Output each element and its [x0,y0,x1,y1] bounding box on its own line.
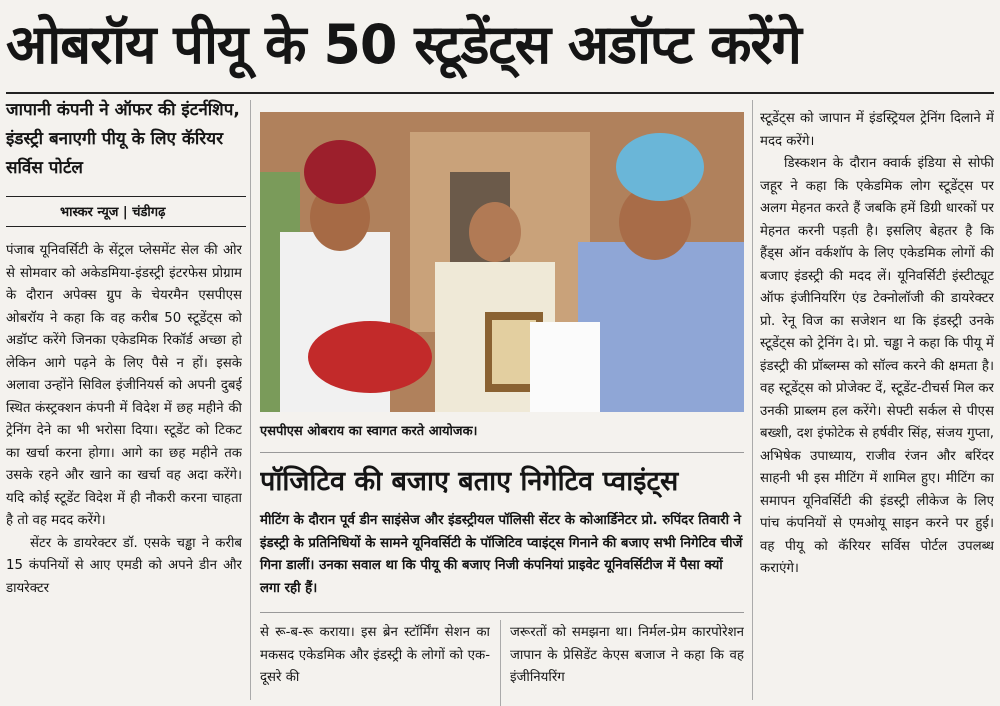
column-1-paragraph-2: सेंटर के डायरेक्टर डॉ. एसके चड्ढा ने करीब 15 कंपनियों से आए एमडी को अपने डीन और डायरेक्टर [6,535,242,596]
kicker-body: मीटिंग के दौरान पूर्व डीन साइंसेज और इंडस्ट्रीयल पॉलिसी सेंटर के कोआर्डिनेटर प्रो. रुपिंदर तिवारी ने इंडस्ट्री के प्रतिनिधियों के सामने यूनिवर्सिटी के पॉजिटिव प्वाइंट्स गिनाने की बजाए सभी निगेटिव चीजें गिना डालीं। उनका सवाल था कि पीयू की बजाए निजी कंपनियां प्राइवेट यूनिवर्सिटीज में पैसा क्यों लगा रही हैं। [260,513,743,596]
column-2 [260,622,490,706]
kicker-rule [260,612,744,613]
byline-rule [6,226,246,227]
kicker-heading: पॉजिटिव की बजाए बताए निगेटिव प्वाइंट्स [260,466,679,497]
column-4-paragraph-2: डिस्कशन के दौरान क्वार्क इंडिया से सोफी जहूर ने कहा कि एकेडमिक लोग स्टूडेंट्स पर अलग मेहनत करते हैं जबकि हमें डिग्री धारकों पर मेहनत करनी पड़ती है। इसलिए बेहतर है कि हैंड्स ऑन वर्कशॉप के लिए एकेडमिक लोगों की बजाए इंडस्ट्री की मदद लें। यूनिवर्सिटी इंस्टीट्यूट ऑफ इंजीनियरिंग एंड टेक्नोलॉजी की डायरेक्टर प्रो. रेनू विज का सजेशन था कि इंडस्ट्री उनके स्टूडेंट्स को ट्रेनिंग दे। प्रो. चड्ढा ने कहा कि पीयू में इंडस्ट्री की प्रॉब्लम्स को सॉल्व करने की क्षमता है। वह स्टूडेंट्स को प्रोजेक्ट दें, स्टूडेंट-टीचर्स मिल कर उनकी प्राब्लम हल करेंगे। सेफ्टी सर्कल से पीएस बख्शी, दश इंफोटेक से हर्षवीर सिंह, संजय गुप्ता, अभिषेक उपाध्याय, राजीव रंजन और बरिंदर साहनी भी इस मीटिंग में शामिल हुए। मीटिंग का समापन यूनिवर्सिटी की इंडस्ट्री लीकेज के लिए पांच कंपनियों से एमओयू साइन करने पर हुई। वह पीयू को कॅरियर सर्विस पोर्टल उपलब्ध कराएंगे। [760,156,994,576]
column-divider-1 [250,100,251,700]
photo-illustration [260,112,744,412]
column-2-text: से रू-ब-रू कराया। इस ब्रेन स्टॉर्मिंग सेशन का मकसद एकेडमिक और इंडस्ट्री के लोगों को एक-दूसरे की [260,625,490,685]
headline-rule [6,92,994,94]
column-3 [510,622,744,706]
subheadline: जापानी कंपनी ने ऑफर की इंटर्नशिप, इंडस्ट्री बनाएगी पीयू के लिए कॅरियर सर्विस पोर्टल [6,100,240,178]
photo-caption: एसपीएस ओबराय का स्वागत करते आयोजक। [260,424,478,439]
column-1 [6,240,242,706]
subhead-rule [6,196,246,197]
column-1-paragraph-1: पंजाब यूनिवर्सिटी के सेंट्रल प्लेसमेंट सेल की ओर से सोमवार को अकेडमिया-इंडस्ट्री इंटरफेस प्रोग्राम के दौरान अपेक्स ग्रुप के चेयरमैन एसपीएस ओबरॉय ने कहा कि वह करीब 50 स्टूडेंट्स को अडॉप्ट करेंगे जिनका एकेडमिक रिकॉर्ड अच्छा हो लेकिन आगे पढ़ने के लिए पैसे न हों। इसके अलावा उन्होंने सिविल इंजीनियर्स को अपनी दुबई स्थित कंस्ट्रक्शन कंपनी में विदेश में छह महीने की ट्रेनिंग देने का भी भरोसा दिया। स्टूडेंट को टिकट का खर्चा करना होगा। आगे का छह महीने तक उसके रहने और खाने का खर्चा वह अदा करेंगे। यदि कोई स्टूडेंट विदेश में ही नौकरी करना चाहता है तो वह मदद करेंगे। [6,243,242,528]
column-3-text: जरूरतों को समझना था। निर्मल-प्रेम कारपोरेशन जापान के प्रेसिडेंट केएस बजाज ने कहा कि वह इंजीनियरिंग [510,625,744,685]
headline: ओबरॉय पीयू के 50 स्टूडेंट्स अडॉप्ट करेंगे [6,13,801,76]
column-4 [760,108,994,706]
byline: भास्कर न्यूज | चंडीगढ़ [60,205,166,220]
photo-welcome [260,112,744,412]
column-divider-2 [500,620,501,706]
column-4-paragraph-1: स्टूडेंट्स को जापान में इंडस्ट्रियल ट्रेनिंग दिलाने में मदद करेंगे। [760,111,994,149]
column-divider-3 [752,100,753,700]
caption-rule [260,452,744,453]
